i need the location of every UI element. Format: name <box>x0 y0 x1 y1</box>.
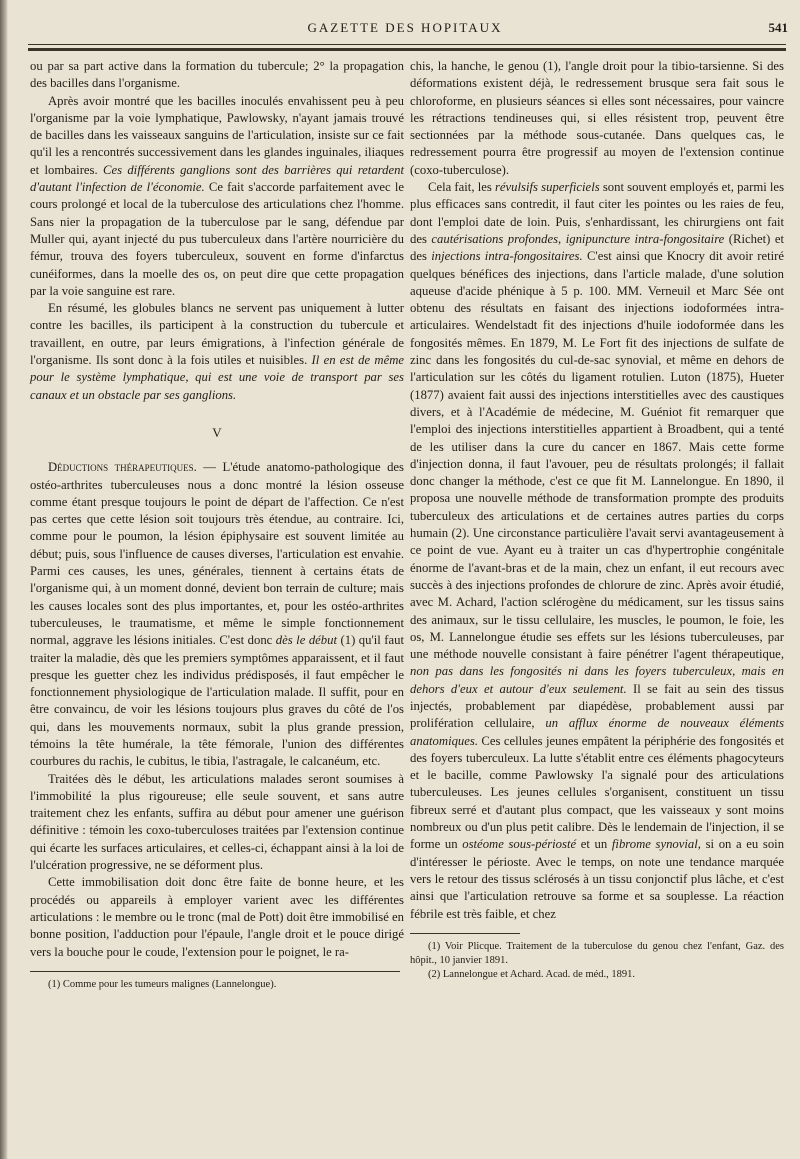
paragraph-text: (1) qu'il faut traiter la maladie, dès que les premiers symptômes apparaissent, et il faut presque les guetter chez les individus prédisposés, il faut empêcher le fonctionnement physiologique de l'articulation malade. Il suffit, pour en être convaincu, de voir les lésions toujours plus graves du côté de l'os qui, dans les mouvements normaux, subit la plus grande pression, témoins la tête humérale, la tête fémorale, l'union des différentes courbures du rachis, le cubitus, le tibia, l'astragale, le calcanéum, etc. <box>30 633 404 769</box>
journal-title: GAZETTE DES HOPITAUX <box>307 20 503 35</box>
emphasis-text: Il en est de même pour le système lymphatique, qui est une voie de transport par ses canaux et un obstacle par ses ganglions. <box>30 353 404 402</box>
emphasis-text: révulsifs superficiels <box>494 180 600 195</box>
paragraph: Cette immobilisation doit donc être faite de bonne heure, et les procédés ou appareils à employer varient avec les différentes articulations : le membre ou le tronc (mal de Pott) doit être immobilisé en bonne position, l'adduction pour l'épaule, l'angle droit et le pouce dirigé vers la bouche pour le coude, l'extension pour le poignet, le ra- <box>30 875 404 959</box>
paragraph-text: sont souvent employés et, parmi les plus efficaces sans contredit, il faut citer les pointes ou les raies de feu, dont l'emploi date de loin. Puis, s'enhardissant, les chirurgiens ont fait des <box>410 180 785 246</box>
footnote-rule <box>30 971 400 972</box>
paragraph <box>30 93 404 301</box>
emphasis-text: fibrome synovial, <box>611 837 701 852</box>
paragraph-text: Il se fait au sein des tissus injectés, probablement par diapédèse, probablement aussi par prolifération cellulaire, <box>410 681 784 731</box>
running-head <box>18 20 792 40</box>
emphasis-text: injections intra-fongositaires. <box>431 249 583 264</box>
paragraph-text: C'est ainsi que Knocry dit avoir retiré quelques bénéfices des injections, dans l'article malade, d'une solution aqueuse d'acide phénique à 5 p. 100. MM. Verneuil et Marc Sée ont obtenu des résultats en faisant des injections iodoformées intra-articulaires. Wendelstadt fit des injections d'huile iodoformée dans les fongosités mêmes. En 1879, M. Le Fort fit des injections de sulfate de zinc dans les fongosités du cul-de-sac synovial, et même en dehors de l'articulation sur les côtés du ligament rotulien. Luton (1875), Hueter (1877) avaient fait aussi des injections interstitielles avec des caustiques divers, et à l'Académie de médecine, M. Guéniot fit remarquer que l'emploi des injections interstitielles appartient à Broadbent, qui a tenté de les utiliser dans la cure du cancer en 1867. Mais cette forme d'injection donna, il faut l'avouer, peu de résultats prolongés; il fallait donc changer la méthode, c'est ce que fit M. Lannelongue. En 1890, il proposa une nouvelle méthode de transformation prompte des produits tuberculeux des articulations et de certaines autres parties du corps humain (2). Une circonstance particulière l'avait servi avantageusement à ce point de vue. Ayant eu à traiter un cas d'hypertrophie congénitale énorme de l'avant-bras et de la main, chez un enfant, il eut recours avec succès à des injections profondes de chlorure de zinc. Après avoir étudié, avec M. Achard, l'action sclérogène du médicament, sur les tissus sains des animaux, sur le tissu cellulaire, les muscles, le poumon, le foie, les os, M. Lannelongue étudie ses effets sur les lésions tuberculeuses, par une méthode nouvelle consistant à faire pénétrer l'agent thérapeutique, <box>410 249 784 662</box>
left-column <box>30 58 404 992</box>
header-rule-thin <box>28 44 786 45</box>
footnote: (1) Voir Plicque. Traitement de la tuberculose du genou chez l'enfant, Gaz. des hôpit., 10 janvier 1891. <box>410 940 784 966</box>
paragraph: ou par sa part active dans la formation du tubercule; 2° la propagation des bacilles dans l'organisme. <box>30 59 404 91</box>
footnote: (2) Lannelongue et Achard. Acad. de méd., 1891. <box>428 968 636 980</box>
paragraph <box>410 179 784 923</box>
emphasis-text: non pas dans les fongosités ni dans les foyers tuberculeux, mais en dehors d'eux et autour d'eux seulement. <box>410 664 784 696</box>
footnote: (1) Comme pour les tumeurs malignes (Lannelongue). <box>48 978 277 990</box>
book-spine-shadow <box>0 0 8 1159</box>
paragraph-text: si on a eu soin d'intéresser le périoste. Avec le temps, on note une tendance marquée vers le retour des tissus sclérosés à un tissu conjonctif plus lâche, et c'est ainsi que l'articulation retrouve sa forme et sa souplesse. La réaction fébrile est très faible, et chez <box>410 837 785 921</box>
paragraph-text: — L'étude anatomo-pathologique des ostéo-arthrites tuberculeuses nous a donc montré la lésion osseuse comme étant presque toujours le point de départ de l'affection. Ce n'est pas certes que cette lésion soit toujours très étendue, au contraire. Ici, comme pour le poumon, la lésion épiphysaire est souvent limitée au début; puis, sous l'influence de causes diverses, l'articulation est envahie. Parmi ces causes, les unes, générales, tiennent à certains états de l'organisme qui, à un moment donné, devient bon terrain de culture; mais les causes locales sont des plus importantes, et, pour les ostéo-arthrites tuberculeuses, le traumatisme, et même le simple fonctionnement normal, aggrave les lésions initiales. C'est donc <box>30 460 404 648</box>
paragraph <box>30 459 404 770</box>
emphasis-text: cautérisations profondes, ignipuncture intra-fongositaire <box>431 231 725 246</box>
paragraph-text: Après avoir montré que les bacilles inoculés envahissent peu à peu l'organisme par la voie lymphatique, Pawlowsky, n'ayant jamais trouvé de bacilles dans les vaisseaux sanguins de l'articulation, insiste sur ce fait qu'il les a rencontrés successivement dans les glandes inguinales, iliaques et lombaires. <box>30 93 404 177</box>
paragraph-text: Cela fait, les <box>428 180 492 195</box>
paragraph: chis, la hanche, le genou (1), l'angle droit pour la tibio-tarsienne. Si des déformations existent déjà, le redressement brusque sera fait sous le chloroforme, en plusieurs séances si elles sont nécessaires, pour vaincre les rétractions tendineuses qui, si elles résistent trop, peuvent être sectionnées par la méthode sous-cutanée. Dans quelques cas, le redressement pourra être progressif au moyen de l'extension continue (coxo-tuberculose). <box>410 59 784 177</box>
emphasis-text: ostéome sous-périosté <box>462 837 577 852</box>
section-number: V <box>212 424 222 440</box>
emphasis-text: Ces différents ganglions sont des barrières qui retardent d'autant l'infection de l'économie. <box>30 162 404 195</box>
journal-page <box>18 8 792 1148</box>
paragraph <box>30 300 404 404</box>
right-column <box>410 58 784 982</box>
emphasis-text: un afflux énorme de nouveaux éléments anatomiques. <box>410 716 785 748</box>
footnote-rule <box>410 933 520 934</box>
paragraph-text: et un <box>580 837 608 852</box>
header-rule-thick <box>28 48 786 51</box>
paragraph-text: Ces cellules jeunes empâtent la périphérie des fongosités et des foyers tuberculeux. La lutte s'établit entre ces éléments phagocyteurs et le bacille, comme Pawlowsky l'a signalé pour des articulations tuberculeuses. Les jeunes cellules s'organisent, constituent un tissu fibreux serré et d'autant plus compact, que les vaisseaux y sont moins nombreux ou d'un plus petit calibre. Dès le lendemain de l'injection, il se forme un <box>410 733 784 852</box>
paragraph-text: Ce fait s'accorde parfaitement avec le cours prolongé et local de la tuberculose des articulations chez l'homme. Sans nier la propagation de la tuberculose par le sang, défendue par Muller qui, ayant injecté du pus tuberculeux dans l'artère nourricière du fémur, trouva des foyers tuberculeux, souvent en forme d'infarctus cunéiformes, dans la moelle des os, on peut dire que cette propagation par la voie sanguine est rare. <box>30 180 404 298</box>
paragraph-text: En résumé, les globules blancs ne servent pas uniquement à lutter contre les bacilles, ils participent à la construction du tubercule et travaillent, en outre, par leurs émigrations, à l'infection générale de l'organisme. Ils sont donc à la fois utiles et nuisibles. <box>30 301 404 368</box>
emphasis-text: dès le début <box>275 633 338 648</box>
paragraph-text: (Richet) et des <box>410 231 785 264</box>
paragraph: Traitées dès le début, les articulations malades seront soumises à l'immobilité la plus rigoureuse; elle seule souvent, et sans autre traitement chez les enfants, suffira au début pour amener une guérison définitive : témoin les coxo-tuberculoses traitées par l'extension continue qui écarte les surfaces articulaires, et celles-ci, échappant ainsi à la loi de l'ulcération progressive, ne se déforment plus. <box>30 771 404 873</box>
section-heading: Déductions thérapeutiques. <box>48 460 197 475</box>
page-number: 541 <box>768 20 788 35</box>
